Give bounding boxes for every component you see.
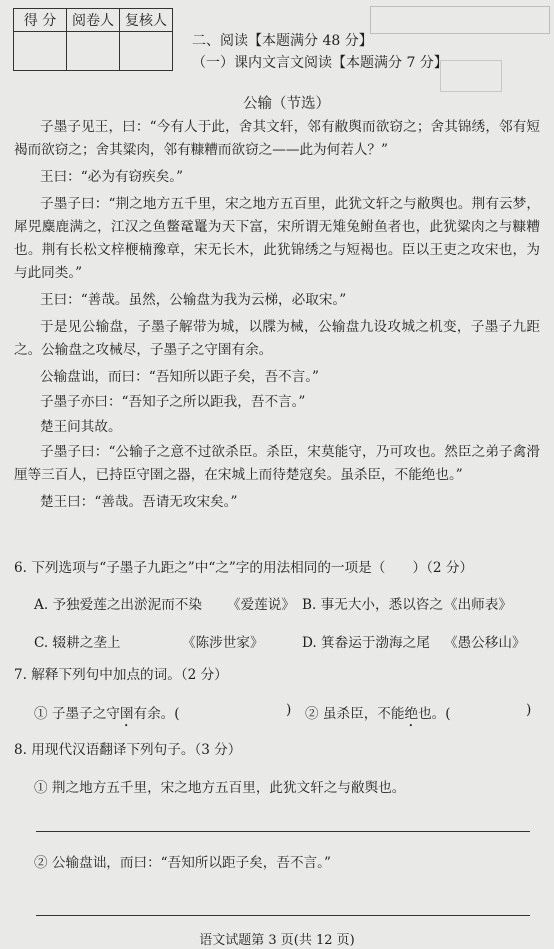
q6-stem: 6. 下列选项与“子墨子九距之”中“之”字的用法相同的一项是（ ）（2 分） <box>14 560 474 576</box>
q7-item-1 <box>34 702 180 730</box>
passage-paragraph: 子墨子曰：“荆之地方五千里，宋之地方五百里，此犹文轩之与敝舆也。荆有云梦，犀兕麋鹿满之，江汉之鱼鳖鼋鼍为天下富，宋所谓无雉兔鲋鱼者也，此犹粱肉之与糠糟也。荆有长松文梓楩楠豫章，宋无长木，此犹锦绣之与短褐也。臣以王吏之攻宋也，为与此同类。” <box>14 196 540 281</box>
score-header: 得 分 <box>14 9 67 32</box>
passage-paragraph: 王曰：“善哉。虽然，公输盘为我为云梯，必取宋。” <box>40 292 347 308</box>
grader-header: 阅卷人 <box>67 9 120 32</box>
passage-paragraph: 公输盘诎，而曰：“吾知所以距子矣，吾不言。” <box>40 369 319 385</box>
q6-option-d[interactable]: D. 箕畚运于渤海之尾 <box>302 635 430 651</box>
q7-item-2-text-after: 也。( <box>418 706 451 722</box>
bleed-through-header <box>370 6 550 34</box>
q6-option-b[interactable]: B. 事无大小，悉以咨之 <box>302 597 443 613</box>
q6-option-d-source: 《愚公移山》 <box>444 635 526 651</box>
passage-paragraph: 王曰：“必为有窃疾矣。” <box>40 169 184 185</box>
passage-paragraph: 楚王问其故。 <box>40 419 122 435</box>
passage-paragraph: 子墨子见王，曰：“今有人于此，舍其文轩，邻有敝舆而欲窃之；舍其锦绣，邻有短褐而欲窃之；舍其粱肉，邻有糠糟而欲窃之——此为何若人？” <box>14 119 540 158</box>
grader-cell[interactable] <box>67 32 120 71</box>
q7-stem: 7. 解释下列句中加点的词。（2 分） <box>14 667 228 683</box>
reviewer-header: 复核人 <box>120 9 173 32</box>
section-title: 二、阅读【本题满分 48 分】 <box>192 33 373 49</box>
q7-item-1-text-after: 有余。( <box>133 706 180 722</box>
q8-item-2-answer-line[interactable] <box>36 915 530 916</box>
passage-paragraph: 楚王曰：“善哉。吾请无攻宋矣。” <box>40 494 238 510</box>
score-table <box>13 8 173 71</box>
passage-title: 公输（节选） <box>243 96 330 112</box>
q6-option-c-source: 《陈涉世家》 <box>182 635 264 651</box>
bleed-through-box <box>440 60 502 92</box>
q7-item-2 <box>305 702 451 730</box>
reviewer-cell[interactable] <box>120 32 173 71</box>
q8-stem: 8. 用现代汉语翻译下列句子。（3 分） <box>14 742 242 758</box>
q7-item-1-dotted-word: 圉 <box>119 706 134 722</box>
q7-item-2-close: ) <box>526 702 532 718</box>
q7-item-2-text: ② 虽杀臣，不能 <box>305 706 405 722</box>
q7-item-1-close: ) <box>286 702 292 718</box>
q7-item-2-answer-field[interactable] <box>432 702 522 720</box>
q7-item-1-text: ① 子墨子之守 <box>34 706 120 722</box>
score-cell[interactable] <box>14 32 67 71</box>
q8-item-1-answer-line[interactable] <box>36 831 530 832</box>
q6-option-a[interactable]: A. 予独爱莲之出淤泥而不染 <box>34 597 202 613</box>
page-footer: 语文试题第 3 页(共 12 页) <box>199 933 355 948</box>
passage-paragraph: 子墨子亦曰：“吾知子之所以距我，吾不言。” <box>40 394 306 410</box>
passage-paragraph: 于是见公输盘，子墨子解带为城，以牒为械，公输盘九设攻城之机变，子墨子九距之。公输盘之攻械尽，子墨子之守圉有余。 <box>14 319 540 358</box>
q6-option-b-source: 《出师表》 <box>444 597 512 613</box>
section-subtitle: （一）课内文言文阅读【本题满分 7 分】 <box>192 55 448 71</box>
passage-body <box>14 116 540 514</box>
q8-item-1: ① 荆之地方五千里，宋之地方五百里，此犹文轩之与敝舆也。 <box>34 780 406 796</box>
q8-item-2: ② 公输盘诎，而曰：“吾知所以距子矣，吾不言。” <box>34 855 331 871</box>
q7-item-1-answer-field[interactable] <box>180 702 270 720</box>
q6-option-a-source: 《爱莲说》 <box>227 597 295 613</box>
q6-option-c[interactable]: C. 辍耕之垄上 <box>34 635 121 651</box>
passage-paragraph: 子墨子曰：“公输子之意不过欲杀臣。杀臣，宋莫能守，乃可攻也。然臣之弟子禽滑厘等三百人，已持臣守圉之器，在宋城上而待楚寇矣。虽杀臣，不能绝也。” <box>14 444 540 483</box>
q7-item-2-dotted-word: 绝 <box>404 706 419 722</box>
